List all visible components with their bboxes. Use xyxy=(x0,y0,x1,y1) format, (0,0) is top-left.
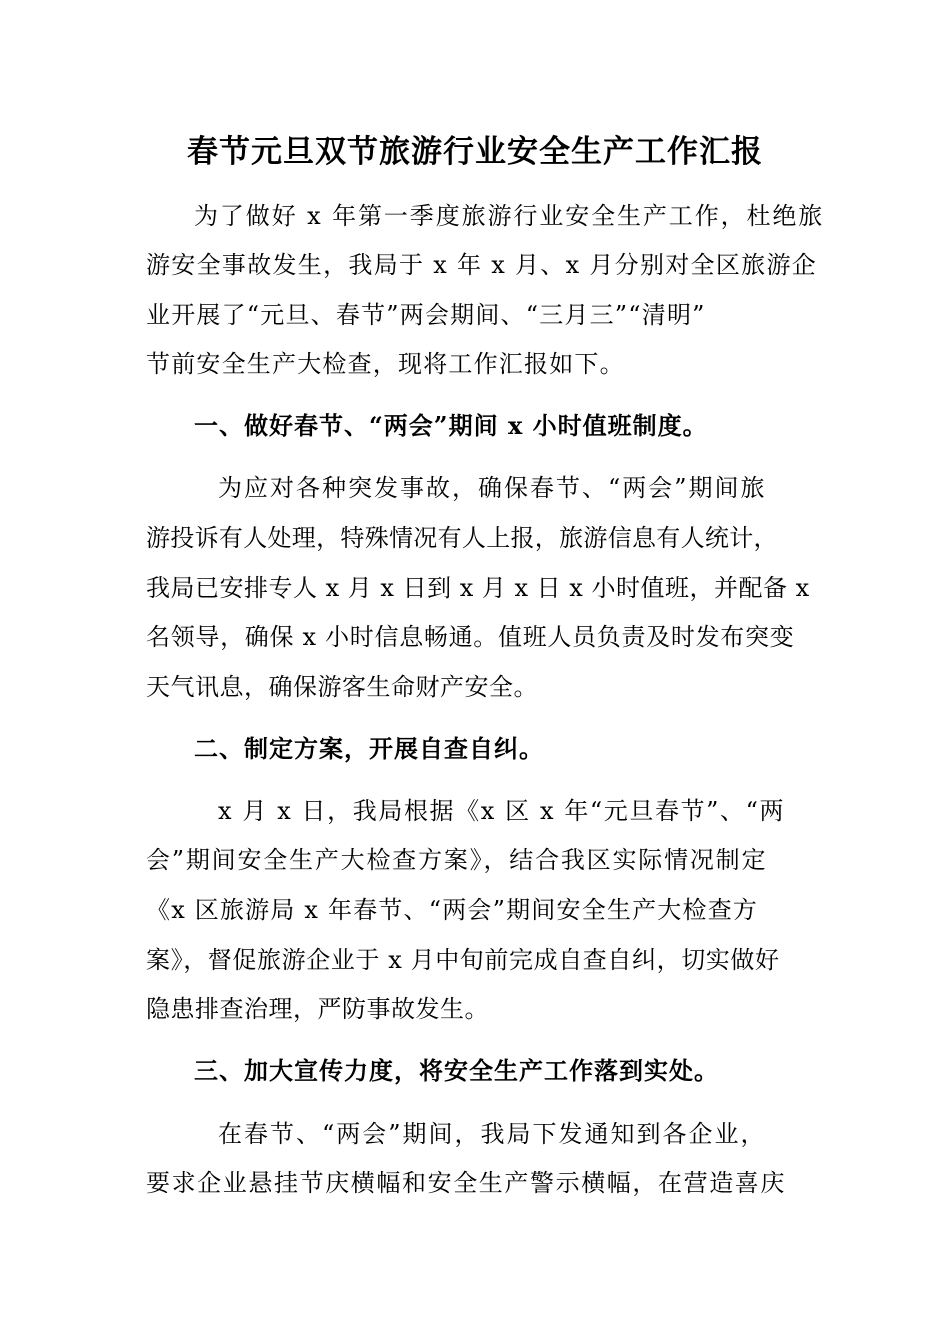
body-line: 天气讯息，确保游客生命财产安全。 xyxy=(146,673,538,701)
section-heading: 三、加大宣传力度，将安全生产工作落到实处。 xyxy=(194,1056,719,1085)
body-line: 我局已安排专人 x 月 x 日到 x 月 x 日 x 小时值班，并配备 x xyxy=(146,574,810,602)
body-line: 隐患排查治理，严防事故发生。 xyxy=(146,995,489,1023)
body-line: 为应对各种突发事故，确保春节、“两会”期间旅 xyxy=(218,474,767,502)
intro-line: 游安全事故发生，我局于 x 年 x 月、x 月分别对全区旅游企 xyxy=(146,251,818,279)
body-line: 在春节、“两会”期间，我局下发通知到各企业， xyxy=(218,1120,767,1148)
body-line: 名领导，确保 x 小时信息畅通。值班人员负责及时发布突变 xyxy=(146,623,795,651)
body-line: 案》，督促旅游企业于 x 月中旬前完成自查自纠，切实做好 xyxy=(146,946,780,974)
intro-line: 业开展了“元旦、春节”两会期间、“三月三”“清明” xyxy=(146,301,706,329)
body-line: x 月 x 日，我局根据《x 区 x 年“元旦春节”、“两 xyxy=(218,797,786,825)
body-line: 要求企业悬挂节庆横幅和安全生产警示横幅，在营造喜庆 xyxy=(146,1169,786,1197)
body-line: 会”期间安全生产大检查方案》，结合我区实际情况制定 xyxy=(146,846,768,874)
section-heading: 二、制定方案，开展自查自纠。 xyxy=(194,734,544,763)
body-line: 游投诉有人处理，特殊情况有人上报，旅游信息有人统计， xyxy=(146,524,778,552)
intro-line: 节前安全生产大检查，现将工作汇报如下。 xyxy=(146,350,625,378)
document-title: 春节元旦双节旅游行业安全生产工作汇报 xyxy=(187,134,763,170)
section-heading: 一、做好春节、“两会”期间 x 小时值班制度。 xyxy=(194,411,708,440)
intro-line: 为了做好 x 年第一季度旅游行业安全生产工作，杜绝旅 xyxy=(194,202,825,230)
body-line: 《x 区旅游局 x 年春节、“两会”期间安全生产大检查方 xyxy=(146,896,759,924)
